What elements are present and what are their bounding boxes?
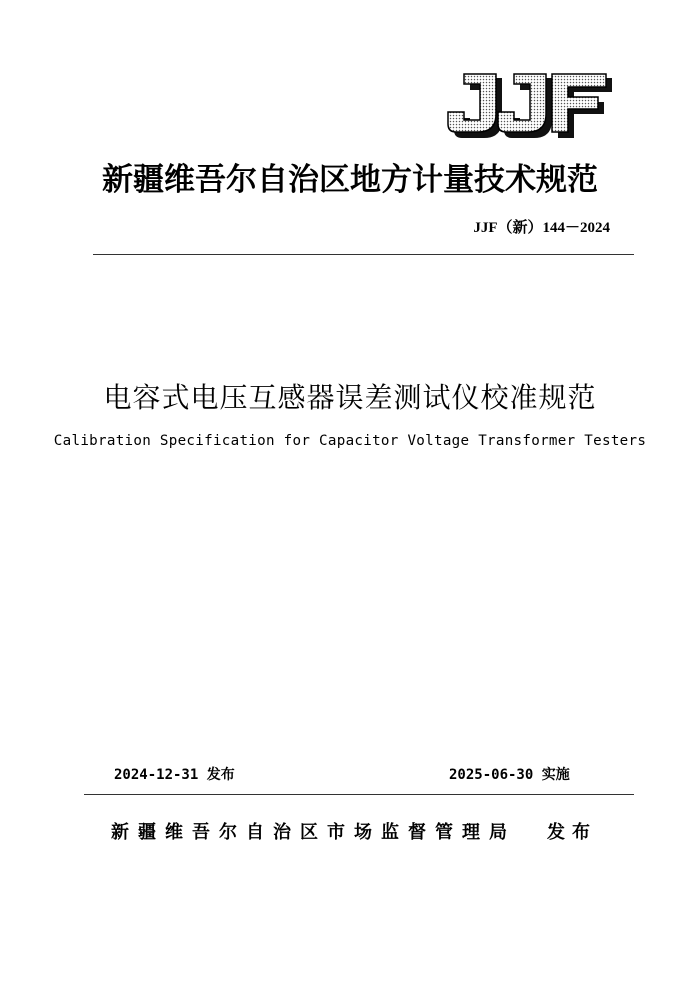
logo-letter-j1	[448, 74, 496, 132]
logo-letter-f	[552, 74, 606, 132]
publisher-name: 新疆维吾尔自治区市场监督管理局	[111, 822, 516, 843]
implementation-date: 2025-06-30 实施	[449, 767, 570, 783]
bottom-divider	[84, 794, 634, 795]
publish-label: 发布	[547, 822, 597, 843]
document-title-cn: 电容式电压互感器误差测试仪校准规范	[103, 381, 597, 414]
top-divider	[93, 254, 634, 255]
jjf-logo	[446, 72, 612, 140]
spec-code: JJF（新）144－2024	[473, 220, 610, 236]
issue-date: 2024-12-31 发布	[114, 767, 235, 783]
logo-letter-j2	[498, 74, 546, 132]
standard-category-title: 新疆维吾尔自治区地方计量技术规范	[102, 162, 598, 198]
document-title-en: Calibration Specification for Capacitor Voltage Transformer Testers	[53, 433, 647, 449]
